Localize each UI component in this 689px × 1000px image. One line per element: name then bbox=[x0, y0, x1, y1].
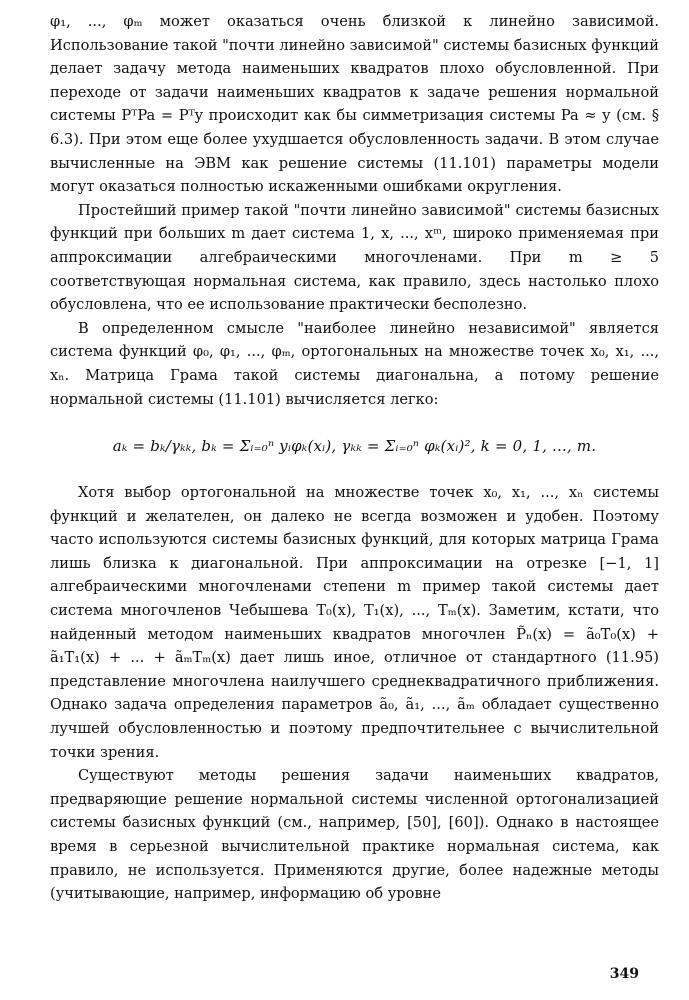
page-number: 349 bbox=[609, 966, 639, 982]
paragraph-orthogonal-system: В определенном смысле "наиболее линейно независимой" является система функций φ₀, φ₁, ..., φₘ, ортогональных на множестве точек x₀, x₁, ..., xₙ. Матрица Грама такой системы диагональна, а потому решение нормальной системы (11.101) вычисляется легко: bbox=[50, 319, 659, 408]
paragraph-continuation: φ₁, ..., φₘ может оказаться очень близкой к линейно зависимой. Использование такой "почти линейно зависимой" системы базисных функций делает задачу метода наименьших квадратов плохо обусловленной. При переходе от задачи наименьших квадратов к задаче решения нормальной системы PᵀPa = Pᵀy происходит как бы симметризация системы Pa ≈ y (см. § 6.3). При этом еще более ухудшается обусловленность задачи. В этом случае вычисленные на ЭВМ как решение системы (11.101) параметры модели могут оказаться полностью искаженными ошибками округления. bbox=[50, 13, 659, 196]
paragraph-chebyshev: Хотя выбор ортогональной на множестве точек x₀, x₁, ..., xₙ системы функций и желателен, он далеко не всегда возможен и удобен. Поэтому часто используются системы базисных функций, для которых матрица Грама лишь близка к диагональной. При аппроксимации на отрезке [−1, 1] алгебраическими многочленами степени m пример такой системы дает система многочленов Чебышева T₀(x), T₁(x), ..., Tₘ(x). Заметим, кстати, что найденный методом наименьших квадратов многочлен P̃ₙ(x) = ã₀T₀(x) + ã₁T₁(x) + ... + ãₘTₘ(x) дает лишь иное, отличное от стандартного (11.95) представление многочлена наилучшего среднеквадратичного приближения. Однако задача определения параметров ã₀, ã₁, ..., ãₘ обладает существенно лучшей обусловленностью и поэтому предпочтительнее с вычислительной точки зрения. bbox=[50, 484, 659, 761]
paragraph-example-powers: Простейший пример такой "почти линейно зависимой" системы базисных функций при больших m дает система 1, x, ..., xᵐ, широко применяемая при аппроксимации алгебраическими многочленами. При m ≥ 5 соответствующая нормальная система, как правило, здесь настолько плохо обусловлена, что ее использование практически бесполезно. bbox=[50, 201, 659, 314]
paragraph-other-methods: Существуют методы решения задачи наименьших квадратов, предваряющие решение нормальной системы численной ортогонализацией системы базисных функций (см., например, [50], [60]). Однако в настоящее время в серьезной вычислительной практике нормальная система, как правило, не используется. Применяются другие, более надежные методы (учитывающие, например, информацию об уровне bbox=[50, 767, 659, 903]
formula-coefficients: aₖ = bₖ/γₖₖ, bₖ = Σᵢ₌₀ⁿ yᵢφₖ(xᵢ), γₖₖ = Σᵢ₌₀ⁿ φₖ(xᵢ)², k = 0, 1, ..., m. bbox=[112, 437, 597, 456]
